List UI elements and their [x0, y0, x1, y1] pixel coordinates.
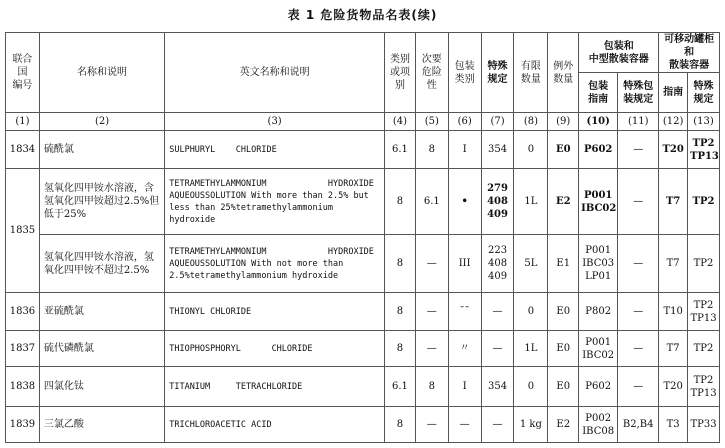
cell-limited: 1L [514, 169, 548, 235]
col-number: (11) [618, 113, 659, 131]
cell-excepted: E0 [548, 293, 579, 331]
cell-pack-special: — [618, 131, 659, 169]
col-number: (5) [415, 113, 448, 131]
table-row [6, 407, 720, 443]
col-number: (1) [6, 113, 40, 131]
cell-packing-group: I [448, 131, 481, 169]
cell-excepted: E1 [548, 235, 579, 293]
header-packaging-group: 包装和 中型散装容器 [579, 33, 659, 73]
cell-tank-inst: T7 [659, 169, 688, 235]
cell-pack-inst: P001 IBC02 [579, 331, 618, 367]
cell-sub-risk: 8 [415, 131, 448, 169]
cell-tank-special: TP2 TP13 [688, 367, 720, 407]
header-packing-group: 包装 类别 [448, 33, 481, 113]
cell-pack-special: — [618, 293, 659, 331]
header-class: 类别 或项别 [385, 33, 416, 113]
cell-pack-inst: P602 [579, 131, 618, 169]
cell-pack-inst: P001 IBC03 LP01 [579, 235, 618, 293]
cell-tank-special: TP2 [688, 331, 720, 367]
cell-sub-risk: — [415, 331, 448, 367]
col-number: (3) [165, 113, 385, 131]
cell-excepted: E0 [548, 331, 579, 367]
cell-sub-risk: — [415, 293, 448, 331]
table-row [6, 235, 720, 293]
cell-un: 1835 [6, 169, 40, 293]
cell-pack-special: — [618, 169, 659, 235]
cell-packing-group: • [448, 169, 481, 235]
cell-packing-group: — [448, 407, 481, 443]
cell-name-en: TETRAMETHYLAMMONIUM HYDROXIDE AQUEOUSSOLUTION With not more than 2.5%tetramethylammonium hydroxide [165, 235, 385, 293]
cell-un: 1836 [6, 293, 40, 331]
col-number: (12) [659, 113, 688, 131]
cell-name-en: TITANIUM TETRACHLORIDE [165, 367, 385, 407]
cell-class: 8 [385, 293, 416, 331]
cell-class: 8 [385, 331, 416, 367]
cell-class: 6.1 [385, 131, 416, 169]
cell-special: — [481, 407, 514, 443]
cell-class: 8 [385, 169, 416, 235]
cell-tank-special: TP33 [688, 407, 720, 443]
cell-class: 8 [385, 407, 416, 443]
cell-excepted: E2 [548, 407, 579, 443]
cell-sub-risk: 6.1 [415, 169, 448, 235]
col-number: (10) [579, 113, 618, 131]
cell-pack-inst: P001 IBC02 [579, 169, 618, 235]
cell-pack-inst: P802 [579, 293, 618, 331]
cell-limited: 0 [514, 367, 548, 407]
cell-packing-group: III [448, 235, 481, 293]
table-row [6, 169, 720, 235]
cell-name-en: THIONYL CHLORIDE [165, 293, 385, 331]
header-limited-quantity: 有限 数量 [514, 33, 548, 113]
header-tank-group: 可移动罐柜和 散装容器 [659, 33, 720, 73]
cell-name-en: THIOPHOSPHORYL CHLORIDE [165, 331, 385, 367]
cell-name-en: TETRAMETHYLAMMONIUM HYDROXIDE AQUEOUSSOLUTION With more than 2.5% but less than 25%tetramethylammonium hydroxide [165, 169, 385, 235]
cell-tank-inst: T7 [659, 331, 688, 367]
cell-packing-group: ¯¯ [448, 293, 481, 331]
cell-un: 1838 [6, 367, 40, 407]
cell-name-en: TRICHLOROACETIC ACID [165, 407, 385, 443]
dangerous-goods-table [5, 32, 720, 443]
header-tank-special: 特殊 规定 [688, 73, 720, 113]
table-row [6, 331, 720, 367]
cell-pack-special: — [618, 331, 659, 367]
cell-sub-risk: 8 [415, 367, 448, 407]
cell-special: 354 [481, 131, 514, 169]
cell-special: 223 408 409 [481, 235, 514, 293]
col-number: (13) [688, 113, 720, 131]
header-name-en: 英文名称和说明 [165, 33, 385, 113]
cell-special: — [481, 331, 514, 367]
cell-special: 354 [481, 367, 514, 407]
cell-excepted: E0 [548, 131, 579, 169]
cell-tank-inst: T3 [659, 407, 688, 443]
header-tank-instruction: 指南 [659, 73, 688, 113]
col-number: (8) [514, 113, 548, 131]
cell-tank-inst: T20 [659, 131, 688, 169]
table-title: 表 1 危险货物品名表(续) [287, 8, 438, 22]
header-un-number: 联合国 编号 [6, 33, 40, 113]
cell-pack-special: — [618, 367, 659, 407]
cell-tank-special: TP2 TP13 [688, 293, 720, 331]
cell-name-cn: 氢氧化四甲铵水溶液，氢氧化四甲铵不超过2.5% [39, 235, 164, 293]
col-number: (7) [481, 113, 514, 131]
cell-name-cn: 四氯化钛 [39, 367, 164, 407]
cell-limited: 5L [514, 235, 548, 293]
table-row [6, 131, 720, 169]
cell-pack-special: B2,B4 [618, 407, 659, 443]
cell-class: 6.1 [385, 367, 416, 407]
col-number: (2) [39, 113, 164, 131]
col-number: (6) [448, 113, 481, 131]
table-row [6, 367, 720, 407]
cell-sub-risk: — [415, 407, 448, 443]
cell-special: — [481, 293, 514, 331]
cell-limited: 1L [514, 331, 548, 367]
cell-name-cn: 硫酰氯 [39, 131, 164, 169]
cell-packing-group: I [448, 367, 481, 407]
cell-name-cn: 硫代磷酰氯 [39, 331, 164, 367]
cell-excepted: E2 [548, 169, 579, 235]
cell-name-cn: 亚硫酰氯 [39, 293, 164, 331]
col-number: (4) [385, 113, 416, 131]
cell-packing-group: 〃 [448, 331, 481, 367]
header-name-cn: 名称和说明 [39, 33, 164, 113]
cell-un: 1834 [6, 131, 40, 169]
cell-limited: 1 kg [514, 407, 548, 443]
cell-excepted: E0 [548, 367, 579, 407]
cell-tank-special: TP2 [688, 235, 720, 293]
cell-pack-special: — [618, 235, 659, 293]
cell-tank-inst: T10 [659, 293, 688, 331]
header-excepted-quantity: 例外 数量 [548, 33, 579, 113]
header-packing-instruction: 包装 指南 [579, 73, 618, 113]
cell-sub-risk: — [415, 235, 448, 293]
cell-tank-special: TP2 [688, 169, 720, 235]
cell-pack-inst: P602 [579, 367, 618, 407]
cell-tank-special: TP2 TP13 [688, 131, 720, 169]
cell-limited: 0 [514, 131, 548, 169]
cell-name-cn: 氢氧化四甲铵水溶液，含氢氧化四甲铵超过2.5%但低于25% [39, 169, 164, 235]
cell-un: 1837 [6, 331, 40, 367]
cell-limited: 0 [514, 293, 548, 331]
cell-un: 1839 [6, 407, 40, 443]
cell-special: 279 408 409 [481, 169, 514, 235]
cell-pack-inst: P002 IBC08 [579, 407, 618, 443]
table-row [6, 293, 720, 331]
cell-class: 8 [385, 235, 416, 293]
cell-name-cn: 三氯乙酸 [39, 407, 164, 443]
cell-tank-inst: T20 [659, 367, 688, 407]
cell-name-en: SULPHURYL CHLORIDE [165, 131, 385, 169]
header-packing-special: 特殊包 装规定 [618, 73, 659, 113]
col-number: (9) [548, 113, 579, 131]
header-sub-risk: 次要 危险性 [415, 33, 448, 113]
header-special-provisions: 特殊 规定 [481, 33, 514, 113]
cell-tank-inst: T7 [659, 235, 688, 293]
